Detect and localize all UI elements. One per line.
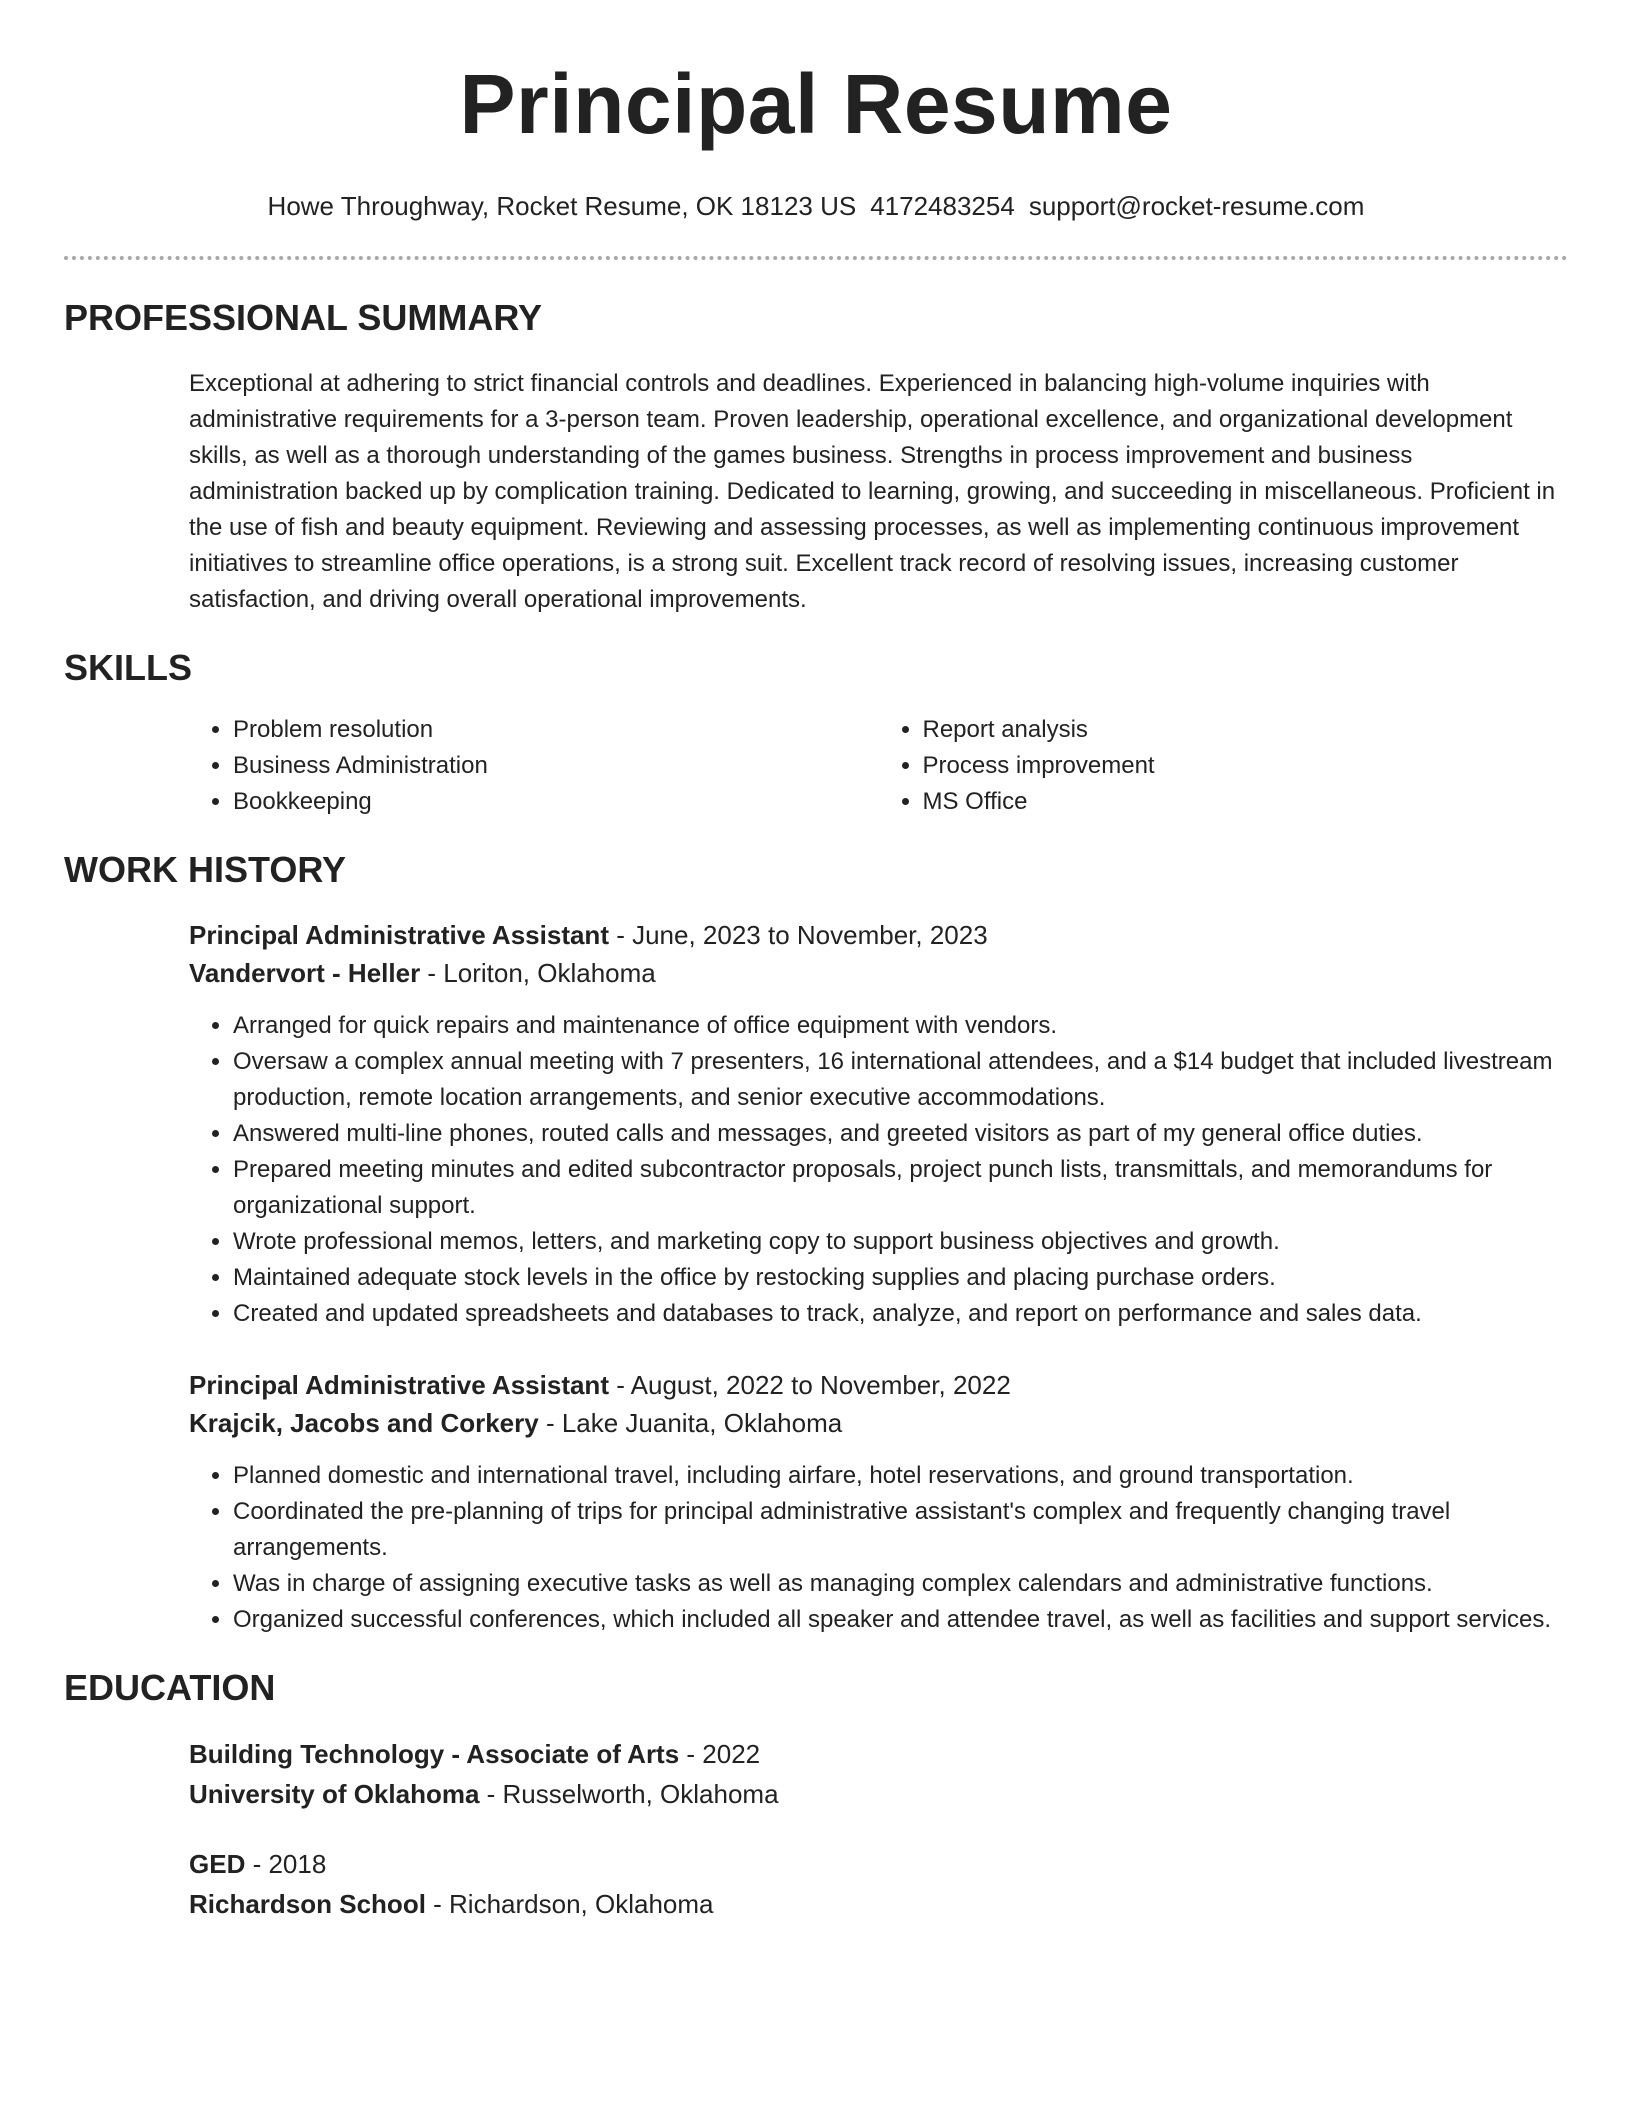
work-history-heading: WORK HISTORY (64, 849, 347, 890)
summary-text: Exceptional at adhering to strict financial controls and deadlines. Experienced in balancing high-volume inquiries with administrative requirements for a 3-person team. Proven leadership, operational excellence, and organizational development skills, as well as a thorough understanding of the games business. Strengths in process improvement and business administration backed up by complication training. Dedicated to learning, growing, and succeeding in miscellaneous. Proficient in the use of fish and beauty equipment. Reviewing and assessing processes, as well as implementing continuous improvement initiatives to streamline office operations, is a strong suit. Excellent track record of resolving issues, increasing customer satisfaction, and driving overall operational improvements. (189, 370, 1556, 613)
job-entry (189, 916, 1568, 1332)
job-company-line (189, 1404, 1568, 1442)
job-title: Principal Administrative Assistant (189, 920, 609, 950)
skill-item: • Bookkeeping (233, 784, 879, 820)
skills-column-left (189, 712, 879, 820)
job-bullet: • Created and updated spreadsheets and databases to track, analyze, and report on performance and sales data. (233, 1296, 1568, 1332)
job-bullet: • Wrote professional memos, letters, and marketing copy to support business objectives and growth. (233, 1224, 1568, 1260)
skills-heading: SKILLS (64, 647, 193, 688)
job-bullet: • Organized successful conferences, which included all speaker and attendee travel, as well as facilities and support services. (233, 1602, 1568, 1638)
job-location: - Lake Juanita, Oklahoma (538, 1408, 843, 1438)
job-entry (189, 1366, 1568, 1638)
education-year: - 2022 (679, 1739, 761, 1769)
education-location: - Richardson, Oklahoma (425, 1889, 714, 1919)
job-bullet: • Was in charge of assigning executive tasks as well as managing complex calendars and administrative functions. (233, 1566, 1568, 1602)
education-school-line (189, 1774, 1568, 1814)
header-divider (64, 256, 1568, 260)
skills-list (189, 712, 1568, 820)
job-bullet: • Oversaw a complex annual meeting with 7 presenters, 16 international attendees, and a $14 budget that included livestream production, remote location arrangements, and senior executive accommodations. (233, 1044, 1568, 1116)
skills-column-right (879, 712, 1569, 820)
job-location: - Loriton, Oklahoma (420, 958, 656, 988)
job-bullet: • Answered multi-line phones, routed calls and messages, and greeted visitors as part of my general office duties. (233, 1116, 1568, 1152)
education-degree-line (189, 1844, 1568, 1884)
job-bullet: • Planned domestic and international travel, including airfare, hotel reservations, and ground transportation. (233, 1458, 1568, 1494)
summary-heading: PROFESSIONAL SUMMARY (64, 297, 543, 338)
job-bullets (189, 1008, 1568, 1332)
job-company: Krajcik, Jacobs and Corkery (189, 1408, 539, 1438)
job-bullet: • Maintained adequate stock levels in the office by restocking supplies and placing purchase orders. (233, 1260, 1568, 1296)
job-bullets (189, 1458, 1568, 1638)
education-degree: Building Technology - Associate of Arts (189, 1739, 680, 1769)
resume-title: Principal Resume (459, 57, 1173, 151)
education-entry (189, 1734, 1568, 1814)
job-company-line (189, 954, 1568, 992)
education-school: Richardson School (189, 1889, 426, 1919)
contact-address: Howe Throughway, Rocket Resume, OK 18123 US (267, 191, 857, 221)
education-location: - Russelworth, Oklahoma (479, 1779, 779, 1809)
education-school: University of Oklahoma (189, 1779, 480, 1809)
contact-phone: 4172483254 (870, 191, 1015, 221)
job-bullet: • Coordinated the pre-planning of trips for principal administrative assistant's complex and frequently changing travel arrangements. (233, 1494, 1568, 1566)
contact-email: support@rocket-resume.com (1028, 191, 1365, 221)
job-dates: - August, 2022 to November, 2022 (608, 1370, 1011, 1400)
education-heading: EDUCATION (64, 1667, 276, 1708)
education-entry (189, 1844, 1568, 1924)
skill-item: • Report analysis (923, 712, 1569, 748)
education-degree-line (189, 1734, 1568, 1774)
contact-line (64, 188, 1568, 224)
job-dates: - June, 2023 to November, 2023 (608, 920, 988, 950)
skill-item: • Business Administration (233, 748, 879, 784)
job-title: Principal Administrative Assistant (189, 1370, 609, 1400)
job-title-line (189, 916, 1568, 954)
education-year: - 2018 (245, 1849, 327, 1879)
job-company: Vandervort - Heller (189, 958, 421, 988)
education-school-line (189, 1884, 1568, 1924)
skill-item: • Process improvement (923, 748, 1569, 784)
education-degree: GED (189, 1849, 246, 1879)
job-bullet: • Arranged for quick repairs and maintenance of office equipment with vendors. (233, 1008, 1568, 1044)
job-title-line (189, 1366, 1568, 1404)
skill-item: • MS Office (923, 784, 1569, 820)
skill-item: • Problem resolution (233, 712, 879, 748)
job-bullet: • Prepared meeting minutes and edited subcontractor proposals, project punch lists, transmittals, and memorandums for organizational support. (233, 1152, 1568, 1224)
